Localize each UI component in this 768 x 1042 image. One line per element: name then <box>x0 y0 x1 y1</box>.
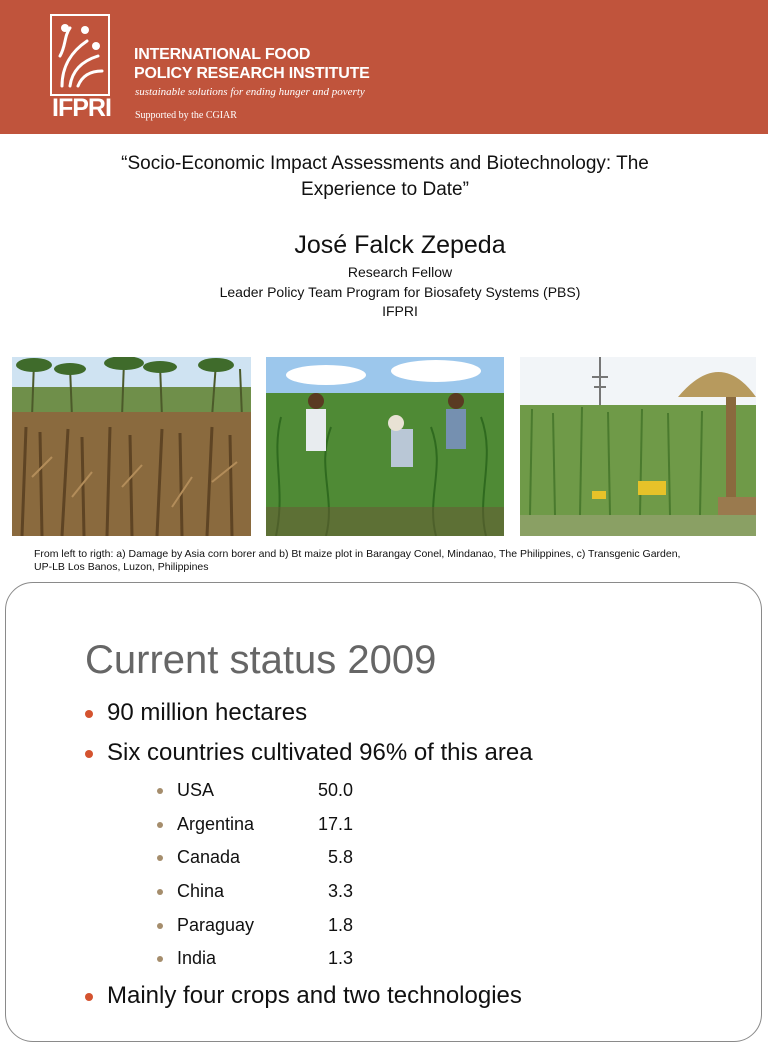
photo-bt-maize-plot <box>266 357 504 536</box>
country-value: 1.3 <box>327 948 353 968</box>
country-name: India <box>177 948 217 968</box>
talk-title-line2: Experience to Date” <box>301 179 469 200</box>
logo-wordmark: IFPRI <box>52 94 111 122</box>
country-row <box>177 847 353 868</box>
talk-title-line1: “Socio-Economic Impact Assessments and Biotechnology: The <box>121 153 649 174</box>
org-name-line2: POLICY RESEARCH INSTITUTE <box>134 65 370 82</box>
country-name: Canada <box>177 847 241 867</box>
photos-caption-line1: From left to rigth: a) Damage by Asia corn borer and b) Bt maize plot in Barangay Conel, Mindanao, The Philippines, c) Transgenic Garden, <box>34 548 681 560</box>
photos-caption-line2: UP-LB Los Banos, Luzon, Philippines <box>34 561 209 573</box>
country-value: 1.8 <box>327 915 353 935</box>
org-tagline: sustainable solutions for ending hunger and poverty <box>135 86 365 98</box>
photo-corn-borer-damage <box>12 357 251 536</box>
author-position: Leader Policy Team Program for Biosafety Systems (PBS) <box>219 284 581 300</box>
country-row <box>177 814 353 835</box>
ifpri-logo-icon <box>50 14 110 96</box>
country-name: China <box>177 881 225 901</box>
author-org: IFPRI <box>382 303 418 319</box>
slide-title: Current status 2009 <box>85 638 437 682</box>
country-name: USA <box>177 780 215 800</box>
country-row <box>177 881 353 902</box>
header-banner <box>0 0 768 134</box>
bullet-hectares: 90 million hectares <box>107 699 308 726</box>
country-row <box>177 780 353 801</box>
country-row <box>177 948 353 969</box>
author-role: Research Fellow <box>347 264 453 280</box>
country-row <box>177 915 353 936</box>
bullet-four-crops: Mainly four crops and two technologies <box>107 982 522 1009</box>
bullet-six-countries: Six countries cultivated 96% of this area <box>107 739 533 766</box>
country-value: 17.1 <box>317 814 353 834</box>
country-name: Argentina <box>177 814 255 834</box>
photos-caption <box>34 548 744 574</box>
country-name: Paraguay <box>177 915 255 935</box>
country-value: 3.3 <box>327 881 353 901</box>
author-name: José Falck Zepeda <box>294 231 506 259</box>
org-support-note: Supported by the CGIAR <box>135 110 237 121</box>
org-name-line1: INTERNATIONAL FOOD <box>134 46 311 63</box>
country-value: 50.0 <box>317 780 353 800</box>
talk-title <box>60 151 710 203</box>
org-name <box>134 45 370 83</box>
country-value: 5.8 <box>327 847 353 867</box>
photo-transgenic-garden <box>520 357 756 536</box>
